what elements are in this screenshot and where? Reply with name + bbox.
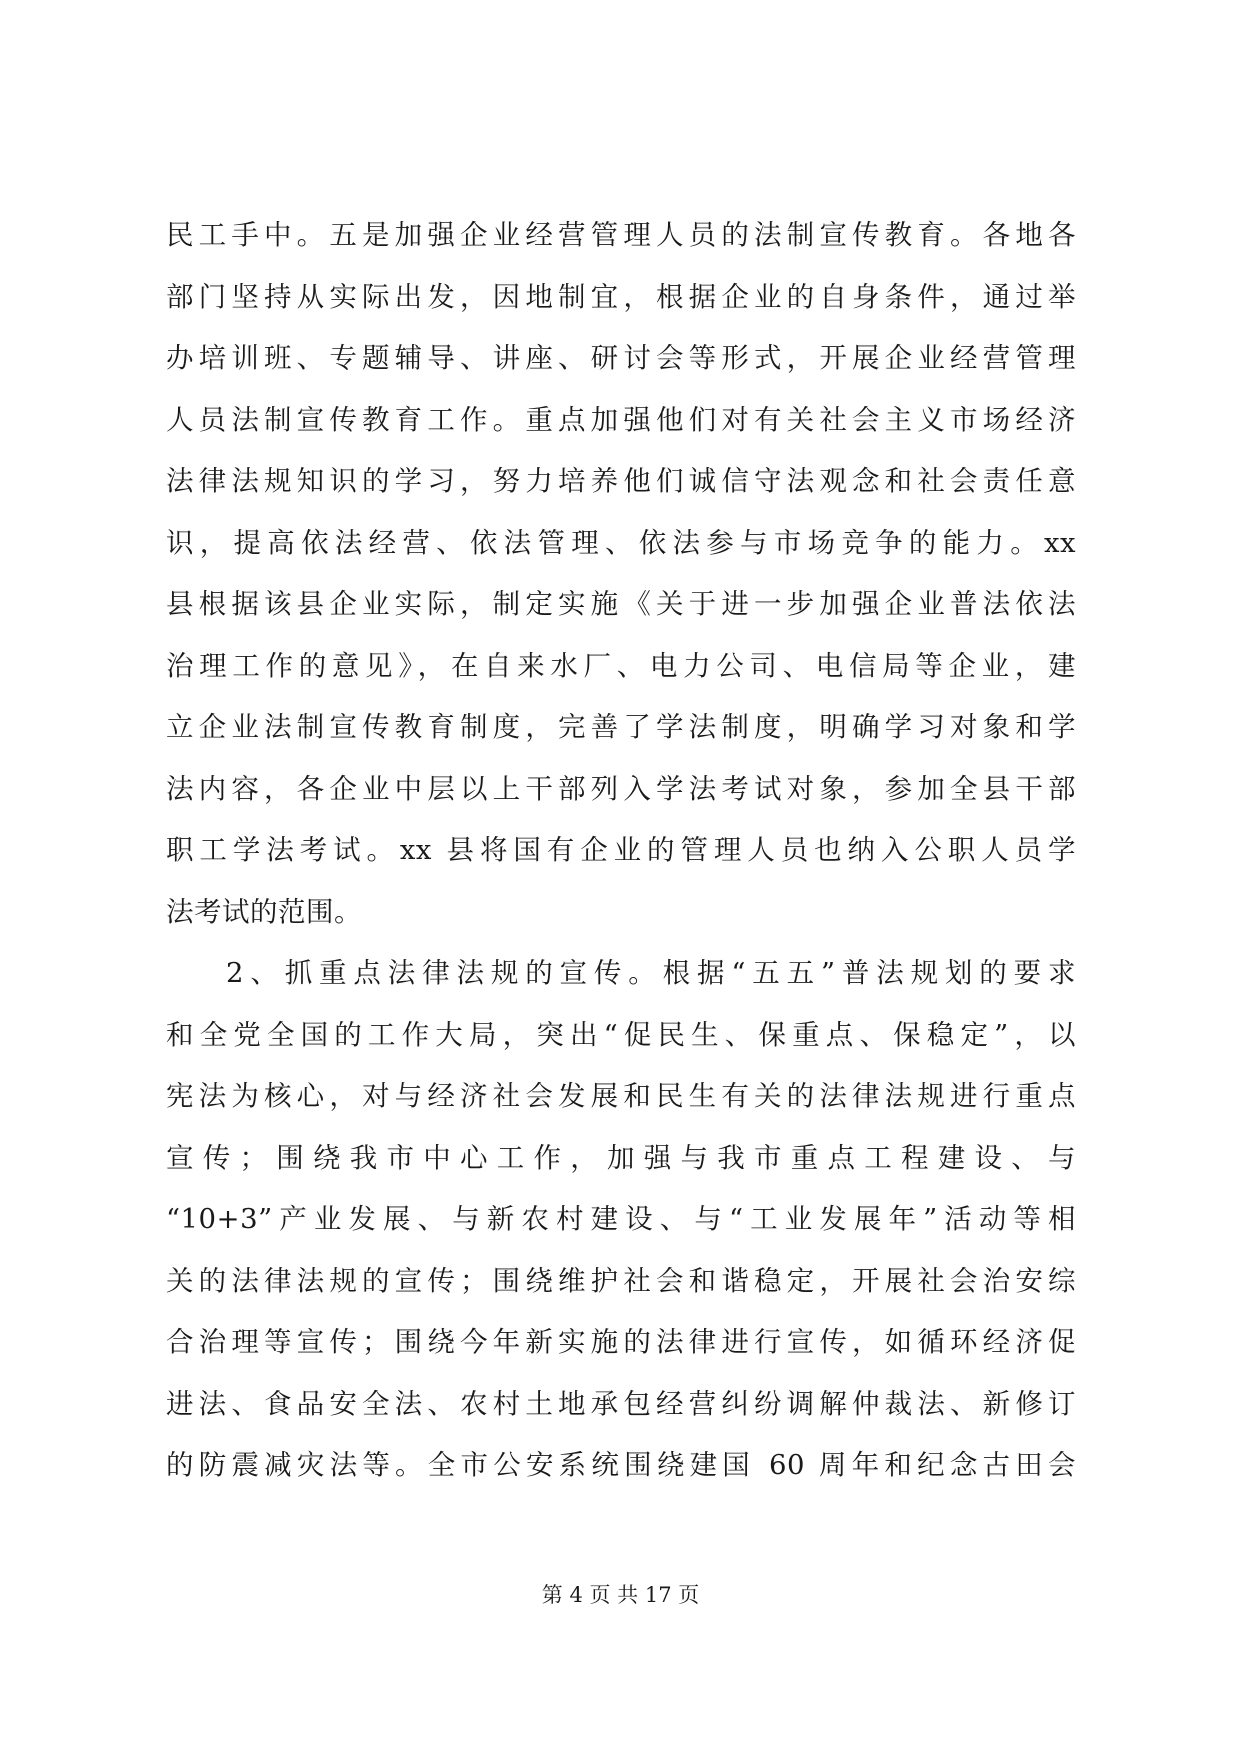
text-line: 识，提高依法经营、依法管理、依法参与市场竞争的能力。xx	[166, 526, 1076, 559]
text-line: 职工学法考试。xx 县将国有企业的管理人员也纳入公职人员学	[166, 834, 1076, 866]
text-line: 2、抓重点法律法规的宣传。根据“五五”普法规划的要求	[226, 957, 1076, 989]
text-line: 和全党全国的工作大局，突出“促民生、保重点、保稳定”，以	[166, 1018, 1076, 1051]
text-line: 立企业法制宣传教育制度，完善了学法制度，明确学习对象和学	[166, 711, 1076, 743]
text-line: 治理工作的意见》，在自来水厂、电力公司、电信局等企业，建	[166, 649, 1076, 682]
page-number-footer: 第 4 页 共 17 页	[541, 1583, 700, 1607]
text-line: 的防震减灾法等。全市公安系统围绕建国 60 周年和纪念古田会	[166, 1449, 1076, 1481]
text-line: 民工手中。五是加强企业经营管理人员的法制宣传教育。各地各	[166, 219, 1076, 251]
document-body	[166, 205, 1076, 1497]
text-line: 部门坚持从实际出发，因地制宜，根据企业的自身条件，通过举	[166, 280, 1076, 313]
text-line: 法律法规知识的学习，努力培养他们诚信守法观念和社会责任意	[166, 465, 1076, 497]
text-line: 宪法为核心，对与经济社会发展和民生有关的法律法规进行重点	[166, 1080, 1076, 1112]
text-line: 宣传；围绕我市中心工作，加强与我市重点工程建设、与	[166, 1141, 1076, 1174]
text-line: 法考试的范围。	[166, 895, 362, 928]
text-line: 合治理等宣传；围绕今年新实施的法律进行宣传，如循环经济促	[166, 1326, 1076, 1358]
text-line: 人员法制宣传教育工作。重点加强他们对有关社会主义市场经济	[166, 403, 1076, 436]
text-line: 关的法律法规的宣传；围绕维护社会和谐稳定，开展社会治安综	[166, 1264, 1076, 1297]
text-line: 进法、食品安全法、农村土地承包经营纠纷调解仲裁法、新修订	[166, 1387, 1076, 1420]
paragraph-1	[166, 205, 1076, 943]
text-line: 办培训班、专题辅导、讲座、研讨会等形式，开展企业经营管理	[166, 342, 1076, 374]
paragraph-2	[166, 943, 1076, 1497]
text-line: 法内容，各企业中层以上干部列入学法考试对象，参加全县干部	[166, 772, 1076, 805]
text-line: 县根据该县企业实际，制定实施《关于进一步加强企业普法依法	[166, 588, 1076, 620]
text-line: “10+3”产业发展、与新农村建设、与“工业发展年”活动等相	[166, 1203, 1076, 1235]
